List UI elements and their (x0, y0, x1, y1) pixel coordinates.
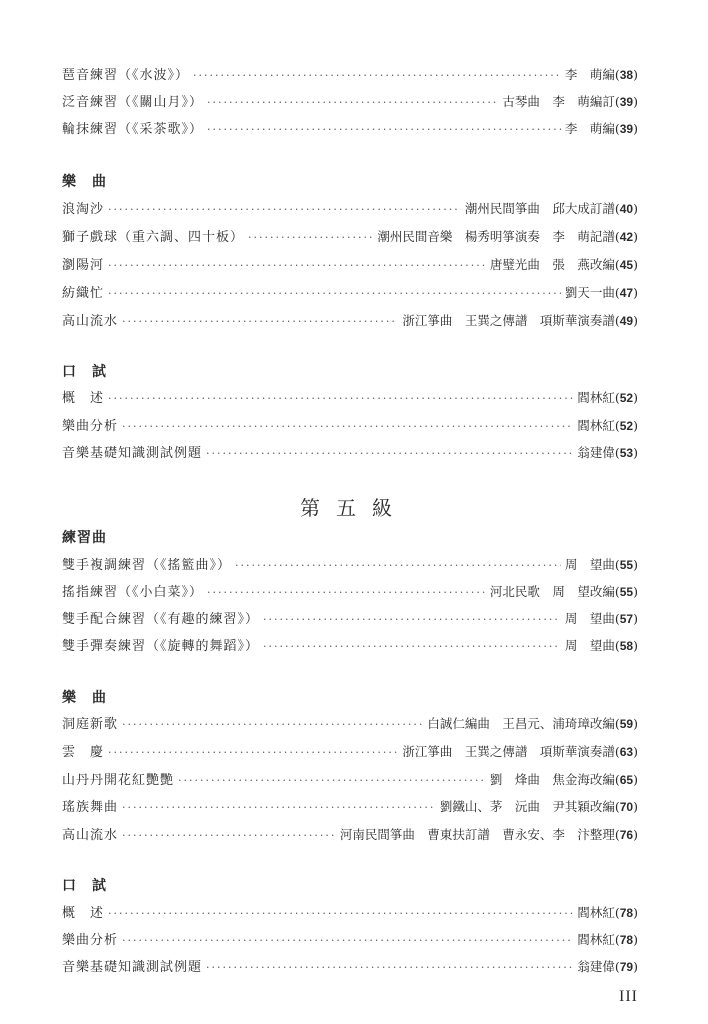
entry-title: 獅子戲球（重六調、四十板） (62, 230, 245, 245)
entry-credit: 古琴曲 李 萌編訂 (502, 94, 615, 109)
entry-page: (55) (614, 584, 638, 599)
entry-title: 高山流水 (62, 828, 119, 843)
leader-dots (122, 825, 336, 847)
toc-entry (62, 581, 638, 603)
section-heading-pieces: 樂 曲 (62, 174, 107, 190)
entry-page: (78) (614, 905, 638, 920)
entry-page: (57) (614, 611, 638, 626)
toc-entry (62, 226, 638, 248)
entry-credit: 閻林紅 (577, 932, 615, 947)
entry-credit: 潮州民間音樂 楊秀明箏演奏 李 萌記譜 (377, 229, 615, 244)
toc-entry (62, 198, 638, 220)
entry-page: (59) (614, 716, 638, 731)
entry-credit: 白誠仁編曲 王昌元、浦琦璋改編 (427, 716, 615, 731)
toc-entry (62, 929, 638, 951)
entry-page: (70) (614, 799, 638, 814)
entry-title: 泛音練習（《關山月》） (62, 95, 204, 110)
entry-page: (52) (614, 390, 638, 405)
toc-entry (62, 254, 638, 276)
entry-credit: 周 望曲 (564, 611, 615, 626)
entry-title: 雲 慶 (62, 745, 105, 760)
entry-page: (39) (614, 121, 638, 136)
entry-credit: 浙江箏曲 王巽之傳譜 項斯華演奏譜 (402, 313, 615, 328)
toc-entry (62, 554, 638, 576)
entry-credit: 河南民間箏曲 曹東扶訂譜 曹永安、李 汴整理 (339, 827, 615, 842)
entry-title: 輪抹練習（《采茶歌》） (62, 122, 204, 137)
leader-dots (206, 443, 573, 465)
entry-title: 樂曲分析 (62, 419, 119, 434)
leader-dots (122, 930, 573, 952)
toc-entry (62, 64, 638, 86)
section-heading-oral: 口 試 (62, 364, 107, 380)
entry-title: 音樂基礎知識測試例題 (62, 960, 203, 975)
toc-entry (62, 635, 638, 657)
leader-dots (108, 199, 461, 221)
leader-dots (108, 283, 561, 305)
toc-entry (62, 442, 638, 464)
section-heading-oral: 口 試 (62, 878, 107, 894)
entry-credit: 河北民歌 周 望改編 (489, 584, 615, 599)
page-number: III (619, 988, 638, 1005)
entry-page: (63) (614, 744, 638, 759)
leader-dots (248, 227, 373, 249)
entry-title: 紡織忙 (62, 286, 105, 301)
entry-page: (38) (614, 67, 638, 82)
leader-dots (263, 609, 561, 631)
toc-entry (62, 902, 638, 924)
leader-dots (207, 119, 561, 141)
entry-credit: 劉 烽曲 焦金海改編 (489, 772, 615, 787)
section-heading-pieces: 樂 曲 (62, 690, 107, 706)
entry-credit: 周 望曲 (564, 557, 615, 572)
entry-page: (42) (614, 229, 638, 244)
entry-credit: 唐璧光曲 張 燕改編 (489, 257, 615, 272)
entry-credit: 浙江箏曲 王巽之傳譜 項斯華演奏譜 (402, 744, 615, 759)
entry-title: 瀏陽河 (62, 258, 105, 273)
entry-title: 山丹丹開花紅艷艷 (62, 773, 175, 788)
entry-title: 琶音練習（《水波》） (62, 68, 190, 83)
entry-page: (65) (614, 772, 638, 787)
entry-title: 搖指練習（《小白菜》） (62, 585, 204, 600)
entry-page: (58) (614, 638, 638, 653)
toc-entry (62, 282, 638, 304)
entry-page: (78) (614, 932, 638, 947)
entry-page: (79) (614, 959, 638, 974)
entry-title: 雙手複調練習（《搖籃曲》） (62, 558, 232, 573)
entry-title: 瑤族舞曲 (62, 800, 119, 815)
toc-entry (62, 824, 638, 846)
entry-credit: 翁建偉 (577, 445, 615, 460)
toc-entry (62, 769, 638, 791)
toc-entry (62, 741, 638, 763)
entry-credit: 閻林紅 (577, 418, 615, 433)
entry-title: 樂曲分析 (62, 933, 119, 948)
leader-dots (193, 65, 561, 87)
toc-entry (62, 956, 638, 978)
toc-entry (62, 796, 638, 818)
leader-dots (178, 770, 486, 792)
entry-credit: 周 望曲 (564, 638, 615, 653)
entry-credit: 劉天一曲 (564, 285, 615, 300)
entry-page: (76) (614, 827, 638, 842)
entry-title: 雙手配合練習（《有趣的練習》） (62, 612, 260, 627)
entry-credit: 李 萌編 (564, 67, 615, 82)
entry-page: (39) (614, 94, 638, 109)
toc-entry (62, 387, 638, 409)
toc-entry (62, 608, 638, 630)
leader-dots (207, 92, 498, 114)
entry-credit: 劉鐵山、茅 沅曲 尹其穎改編 (439, 799, 615, 814)
entry-title: 高山流水 (62, 314, 119, 329)
section-heading-practice: 練習曲 (62, 530, 107, 546)
entry-title: 浪淘沙 (62, 202, 105, 217)
entry-page: (47) (614, 285, 638, 300)
entry-title: 概 述 (62, 906, 105, 921)
leader-dots (122, 797, 436, 819)
toc-entry (62, 713, 638, 735)
leader-dots (263, 636, 561, 658)
entry-title: 音樂基礎知識測試例題 (62, 446, 203, 461)
toc-entry (62, 118, 638, 140)
entry-page: (52) (614, 418, 638, 433)
leader-dots (108, 255, 486, 277)
entry-credit: 閻林紅 (577, 905, 615, 920)
leader-dots (206, 957, 573, 979)
leader-dots (108, 903, 573, 925)
entry-title: 雙手彈奏練習（《旋轉的舞蹈》） (62, 639, 260, 654)
entry-title: 概 述 (62, 391, 105, 406)
entry-page: (40) (614, 201, 638, 216)
entry-credit: 閻林紅 (577, 390, 615, 405)
level-title: 第五級 (300, 496, 408, 520)
leader-dots (122, 311, 398, 333)
entry-credit: 潮州民間箏曲 邱大成訂譜 (464, 201, 615, 216)
leader-dots (122, 416, 573, 438)
entry-page: (53) (614, 445, 638, 460)
leader-dots (108, 742, 398, 764)
entry-credit: 翁建偉 (577, 959, 615, 974)
entry-page: (55) (614, 557, 638, 572)
entry-page: (49) (614, 313, 638, 328)
toc-entry (62, 415, 638, 437)
leader-dots (122, 714, 423, 736)
leader-dots (108, 388, 573, 410)
toc-entry (62, 310, 638, 332)
toc-entry (62, 91, 638, 113)
leader-dots (235, 555, 561, 577)
entry-credit: 李 萌編 (564, 121, 615, 136)
entry-title: 洞庭新歌 (62, 717, 119, 732)
leader-dots (207, 582, 486, 604)
entry-page: (45) (614, 257, 638, 272)
